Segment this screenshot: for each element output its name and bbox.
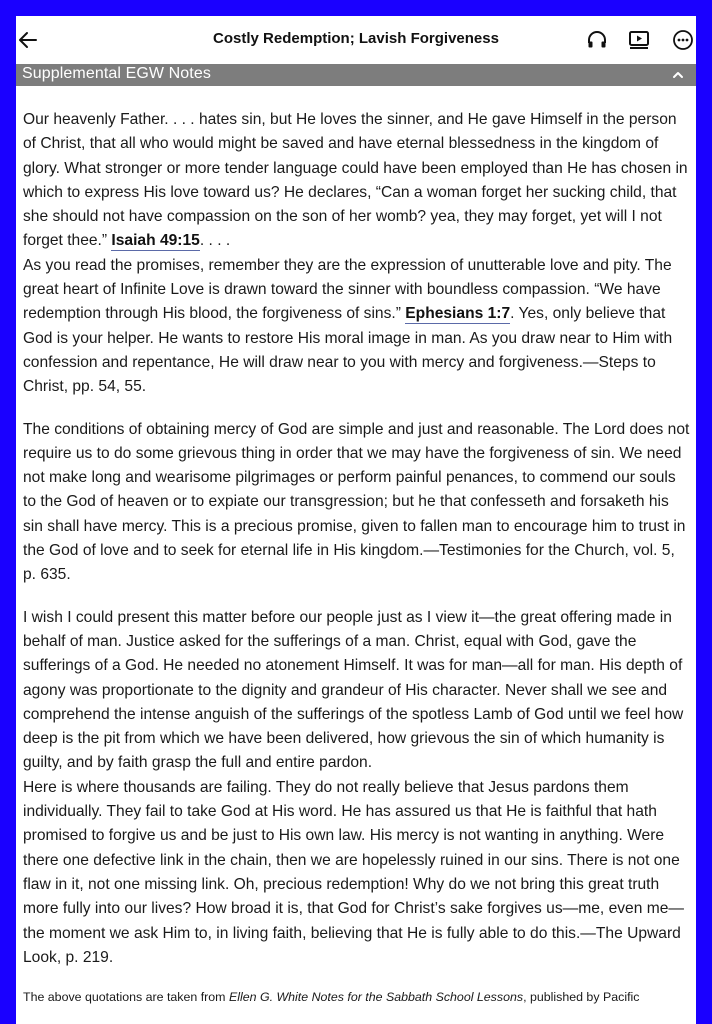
section-title: Supplemental EGW Notes <box>22 65 211 82</box>
audio-button[interactable] <box>585 28 609 52</box>
more-horizontal-icon <box>672 29 694 51</box>
top-bar <box>16 16 696 64</box>
scripture-link[interactable]: Ephesians 1:7 <box>405 305 511 323</box>
more-button[interactable] <box>671 28 695 52</box>
play-screen-icon <box>628 29 650 51</box>
scripture-link[interactable]: Isaiah 49:15 <box>111 232 200 250</box>
collapse-button[interactable] <box>668 65 688 85</box>
paragraph: Our heavenly Father. . . . hates sin, but He loves the sinner, and He gave Himself in the person of Christ, that all who would might be saved and have eternal blessedness in the kingdom of glory. What stronger or more tender language could have been employed than He has chosen in which to express His love toward us? He declares, “Can a woman forget her sucking child, that she should not have compassion on the son of her womb? yea, they may forget, yet will I not forget thee.” Isaiah 49:15. . . . <box>23 111 688 250</box>
section-header[interactable] <box>16 64 696 86</box>
book-title: Ellen G. White Notes for the Sabbath School Lessons <box>228 990 524 1004</box>
paragraph: As you read the promises, remember they are the expression of unutterable love and pity. The great heart of Infinite Love is drawn toward the sinner with boundless compassion. “We have redemption through His blood, the forgiveness of sins.” Ephesians 1:7. Yes, only believe that God is your helper. He wants to restore His moral image in man. As you draw near to Him with confession and repentance, He will draw near to you with mercy and forgiveness.—Steps to Christ, pp. 54, 55. <box>23 256 673 396</box>
chevron-up-icon <box>671 68 685 82</box>
paragraph: The conditions of obtaining mercy of God are simple and just and reasonable. The Lord does not require us to do some grievous thing in order that we may have the forgiveness of sin. We need not make long and wearisome pilgrimages or perform painful penances, to commend our souls to the God of heaven or to expiate our transgression; but he that confesseth and forsaketh his sin shall have mercy. This is a precious promise, given to fallen man to encourage him to trust in the God of love and to seek for eternal life in His kingdom.—Testimonies for the Church, vol. 5, p. 635. <box>23 420 690 584</box>
app-window <box>16 16 696 1024</box>
headphones-icon <box>586 29 608 51</box>
paragraph: I wish I could present this matter before our people just as I view it—the great offering made in behalf of man. Justice asked for the sufferings of a man. Christ, equal with God, gave the sufferings of a God. He needed no atonement Himself. It was for man—all for man. His depth of agony was proportionate to the dignity and grandeur of His character. Never shall we see and comprehend the intense anguish of the sufferings of the spotless Lamb of God until we feel how deep is the pit from which we have been delivered, how grievous the sin of which humanity is guilty, and by faith grasp the full and entire pardon. <box>23 608 684 772</box>
page-title: Costly Redemption; Lavish Forgiveness <box>213 30 499 47</box>
notes-content <box>23 108 690 970</box>
source-note: The above quotations are taken from Ellen G. White Notes for the Sabbath School Lessons, published by Pacific <box>23 990 640 1004</box>
video-button[interactable] <box>627 28 651 52</box>
paragraph: Here is where thousands are failing. They do not really believe that Jesus pardons them individually. They fail to take God at His word. He has assured us that He is faithful that hath promised to forgive us and be just to His own law. His mercy is not wanting in anything. Were there one defective link in the chain, then we are hopelessly ruined in our sins. There is not one flaw in it, not one missing link. Oh, precious redemption! Why do we not bring this great truth more fully into our lives? How broad it is, that God for Christ’s sake forgives us—me, even me—the moment we ask Him to, in living faith, believing that He is fully able to do this.—The Upward Look, p. 219. <box>23 778 684 966</box>
